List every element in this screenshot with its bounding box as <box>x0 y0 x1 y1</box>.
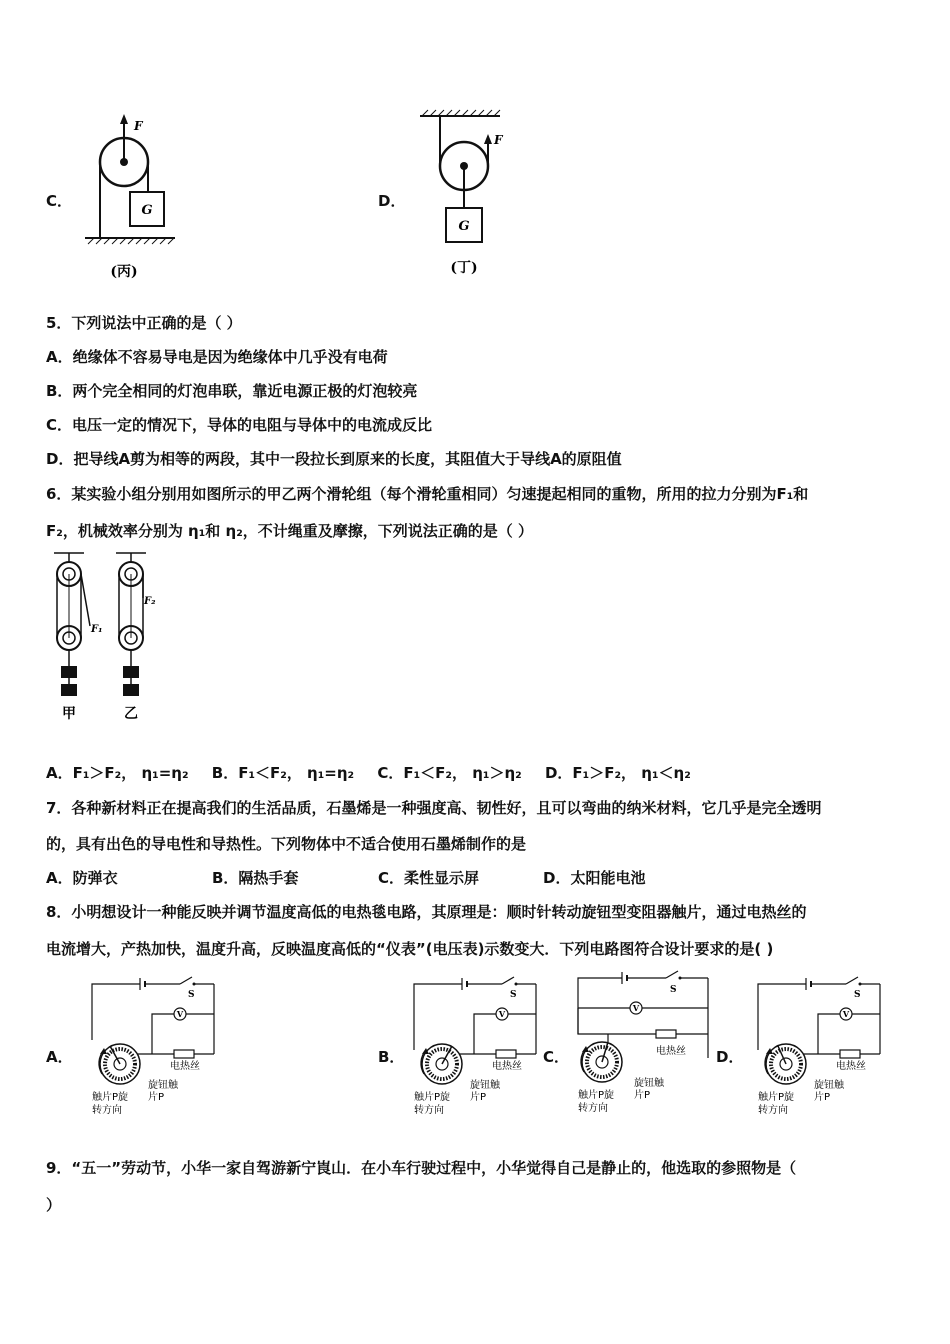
direction-label-line2: 转方向 <box>92 1105 122 1116</box>
circuit-diagram-a <box>82 970 232 1122</box>
heater-label: 电热丝 <box>836 1061 866 1072</box>
q5-option-d: D．把导线A剪为相等的两段，其中一段拉长到原来的长度，其阻值大于导线A的原阻值 <box>46 450 622 468</box>
block-g-label: G <box>141 203 153 218</box>
voltmeter-label: V <box>632 1003 640 1013</box>
f2-label: F₂ <box>144 596 156 607</box>
q5-option-b: B．两个完全相同的灯泡串联，靠近电源正极的灯泡较亮 <box>46 382 418 400</box>
figure-caption: (丙) <box>110 264 138 280</box>
direction-label-line1: 触片P旋 <box>92 1092 129 1103</box>
q8-option-b-label: B． <box>378 1048 405 1066</box>
q8-option-d-label: D． <box>716 1048 744 1066</box>
heater-label: 电热丝 <box>170 1061 200 1072</box>
q6-options <box>46 762 709 783</box>
pulley-figure-d <box>418 108 528 283</box>
knob-label-line1: 旋钮触 <box>634 1078 664 1089</box>
yi-label: 乙 <box>124 706 138 722</box>
block-g-label: G <box>458 219 470 234</box>
knob-label-line2: 片P <box>814 1092 831 1103</box>
q6-option-d: D．F₁＞F₂， η₁＜η₂ <box>544 764 691 782</box>
q7-option-d: D．太阳能电池 <box>543 869 646 887</box>
q8-option-a-label: A． <box>46 1048 73 1066</box>
switch-label: S <box>854 990 861 1000</box>
q5-option-a: A．绝缘体不容易导电是因为绝缘体中几乎没有电荷 <box>46 348 388 366</box>
q5-stem: 5．下列说法中正确的是（ ） <box>46 314 242 332</box>
force-f-label: F <box>134 119 143 133</box>
heater-label: 电热丝 <box>656 1046 686 1057</box>
direction-label-line1: 触片P旋 <box>578 1090 615 1101</box>
direction-label-line2: 转方向 <box>758 1105 788 1116</box>
q8-option-c-label: C． <box>543 1048 570 1066</box>
voltmeter-label: V <box>498 1009 506 1019</box>
direction-label-line1: 触片P旋 <box>414 1092 451 1103</box>
switch-label: S <box>188 990 195 1000</box>
knob-label-line1: 旋钮触 <box>470 1080 500 1091</box>
voltmeter-label: V <box>176 1009 184 1019</box>
knob-label-line2: 片P <box>634 1090 651 1101</box>
q5-option-c: C．电压一定的情况下，导体的电阻与导体中的电流成反比 <box>46 416 433 434</box>
switch-label: S <box>670 985 677 995</box>
f1-label: F₁ <box>91 624 103 635</box>
jia-label: 甲 <box>62 706 76 722</box>
q6-stem-line1: 6．某实验小组分别用如图所示的甲乙两个滑轮组（每个滑轮重相同）匀速提起相同的重物，所用的拉力分别为F₁和 <box>46 485 809 503</box>
q7-stem-line2: 的，具有出色的导电性和导热性。下列物体中不适合使用石墨烯制作的是 <box>46 835 527 853</box>
q7-option-b: B．隔热手套 <box>212 869 299 887</box>
direction-label-line1: 触片P旋 <box>758 1092 795 1103</box>
q7-stem-line1: 7．各种新材料正在提高我们的生活品质，石墨烯是一种强度高、韧性好，且可以弯曲的纳米材料，它几乎是完全透明 <box>46 799 822 817</box>
knob-label-line2: 片P <box>470 1092 487 1103</box>
pulley-system-figure <box>44 548 174 723</box>
figure-caption: (丁) <box>450 260 478 276</box>
circuit-diagram-b <box>404 970 554 1122</box>
q7-option-a: A．防弹衣 <box>46 869 118 887</box>
q6-option-b: B．F₁＜F₂， η₁=η₂ <box>211 764 355 782</box>
q9-stem-line2: ） <box>46 1196 62 1214</box>
q6-option-c: C．F₁＜F₂， η₁＞η₂ <box>377 764 522 782</box>
q6-stem-line2: F₂，机械效率分别为 η₁和 η₂，不计绳重及摩擦，下列说法正确的是（ ） <box>46 522 533 540</box>
q8-stem-line1: 8．小明想设计一种能反映并调节温度高低的电热毯电路，其原理是：顺时针转动旋钮型变阻器触片，通过电热丝的 <box>46 903 807 921</box>
q4-option-c-label: C． <box>46 192 73 210</box>
direction-label-line2: 转方向 <box>578 1103 608 1114</box>
voltmeter-label: V <box>842 1009 850 1019</box>
knob-label-line1: 旋钮触 <box>814 1080 844 1091</box>
knob-label-line2: 片P <box>148 1092 165 1103</box>
q7-option-c: C．柔性显示屏 <box>378 869 480 887</box>
pulley-figure-c <box>80 110 200 285</box>
force-f-label: F <box>494 133 503 147</box>
q8-stem-line2: 电流增大，产热加快，温度升高，反映温度高低的“仪表”(电压表)示数变大．下列电路图符合设计要求的是( ) <box>46 940 774 958</box>
circuit-diagram-d <box>748 970 898 1122</box>
heater-label: 电热丝 <box>492 1061 522 1072</box>
knob-label-line1: 旋钮触 <box>148 1080 178 1091</box>
q6-option-a: A．F₁＞F₂， η₁=η₂ <box>46 764 189 782</box>
switch-label: S <box>510 990 517 1000</box>
direction-label-line2: 转方向 <box>414 1105 444 1116</box>
q9-stem-line1: 9．“五一”劳动节，小华一家自驾游新宁崀山．在小车行驶过程中，小华觉得自己是静止的，他选取的参照物是（ <box>46 1159 797 1177</box>
circuit-diagram-c <box>570 962 720 1122</box>
q4-option-d-label: D． <box>378 192 406 210</box>
